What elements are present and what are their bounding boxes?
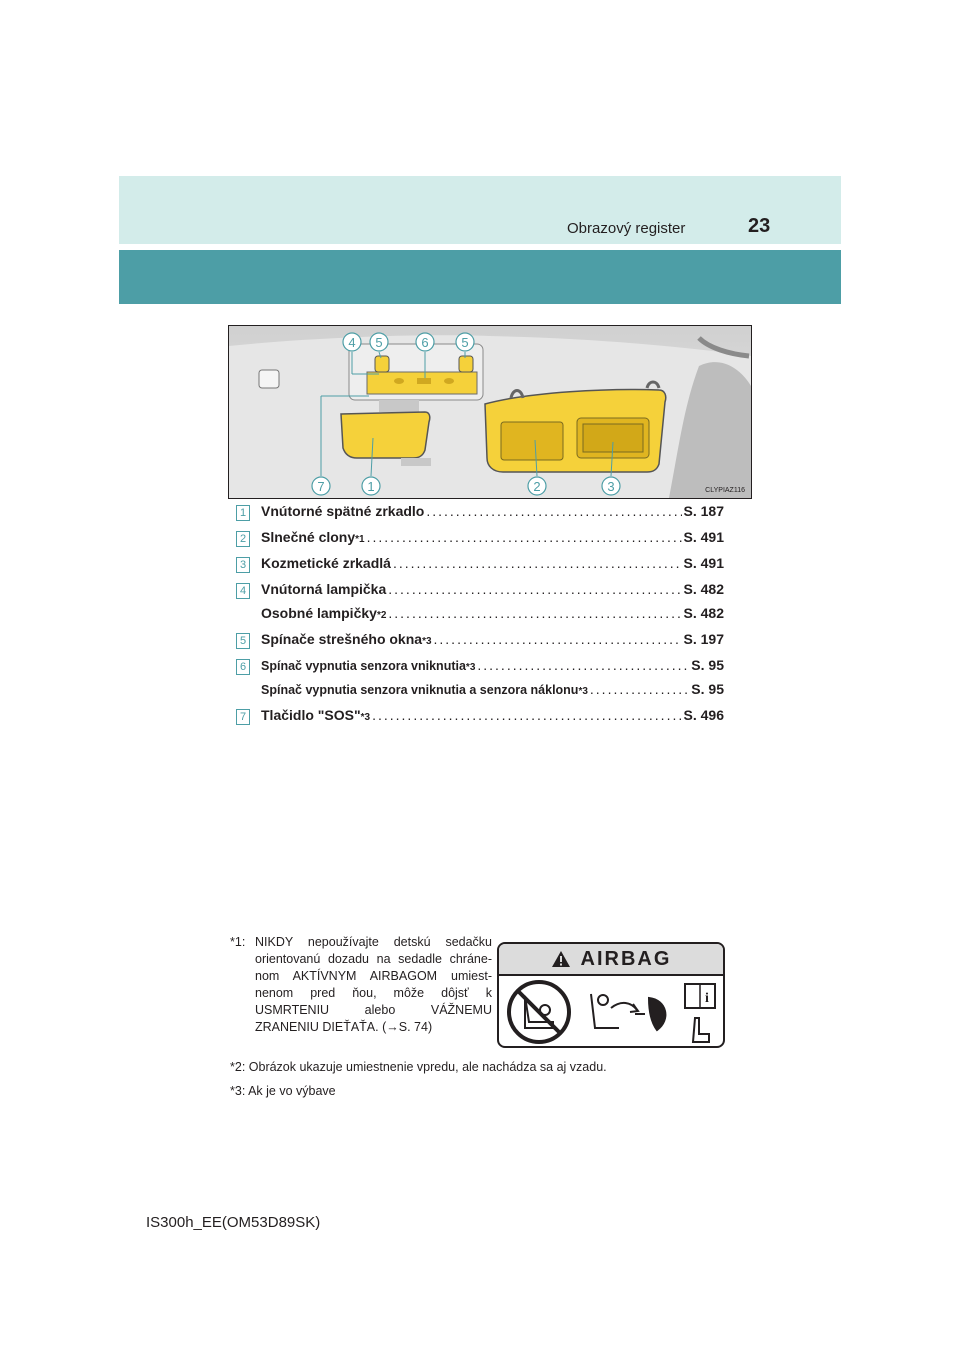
item-label: Vnútorná lampička	[261, 581, 387, 597]
item-page[interactable]: S. 491	[683, 529, 724, 545]
footnote-3	[230, 1084, 336, 1098]
header-band	[119, 176, 841, 244]
list-item: 5 Spínače strešného okna *3 ..... S. 197	[236, 631, 724, 657]
callout-7: 7	[317, 479, 325, 494]
footnote-2-mark: *2:	[230, 1060, 246, 1074]
item-number: 4	[236, 583, 250, 599]
item-number: 1	[236, 505, 250, 521]
item-number: 5	[236, 633, 250, 649]
overhead-console-illustration	[228, 325, 752, 499]
footnote-2	[230, 1060, 607, 1074]
index-list	[236, 503, 724, 733]
item-page[interactable]: S. 496	[683, 707, 724, 723]
figure-code: CLYPIAZ116	[705, 487, 745, 494]
airbag-warning-label	[497, 942, 725, 1048]
warning-triangle-icon	[551, 950, 571, 968]
list-item: Spínač vypnutia senzora vniknutia a senzora náklonu *3 ..... S. 95	[236, 681, 724, 707]
item-page[interactable]: S. 197	[683, 631, 724, 647]
document-code: IS300h_EE(OM53D89SK)	[146, 1214, 321, 1231]
list-item: 7 Tlačidlo "SOS" *3 ..... S. 496	[236, 707, 724, 733]
airbag-pictograms	[499, 976, 723, 1048]
item-label: Vnútorné spätné zrkadlo	[261, 503, 425, 519]
page-number: 23	[748, 215, 771, 237]
list-item	[236, 555, 724, 581]
callout-1: 1	[367, 479, 375, 494]
item-page[interactable]: S. 491	[683, 555, 724, 571]
item-number: 3	[236, 557, 250, 573]
airbag-label-text: AIRBAG	[580, 947, 672, 970]
item-page[interactable]: S. 482	[683, 581, 724, 597]
footnote-3-text: Ak je vo výbave	[245, 1084, 336, 1098]
callout-2: 2	[533, 479, 541, 494]
item-page[interactable]: S. 482	[683, 605, 724, 621]
item-number: 7	[236, 709, 250, 725]
callout-4: 4	[348, 335, 356, 350]
item-page[interactable]: S. 187	[683, 503, 724, 519]
list-item: 6 Spínač vypnutia senzora vniknutia *3 ..... S. 95	[236, 657, 724, 681]
airbag-deploy-icon	[591, 994, 665, 1030]
airbag-label-header	[499, 944, 723, 976]
footnote-3-mark: *3:	[230, 1084, 246, 1098]
interior-drawing	[229, 326, 751, 498]
item-page[interactable]: S. 95	[691, 657, 724, 673]
list-item: Osobné lampičky *2 ..... S. 482	[236, 605, 724, 631]
footnote-2-text: Obrázok ukazuje umiestnenie vpredu, ale nachádza sa aj vzadu.	[245, 1060, 607, 1074]
footnote-1-mark: *1:	[230, 935, 246, 949]
section-title: Obrazový register	[567, 220, 686, 237]
callout-3: 3	[607, 479, 615, 494]
item-label: Osobné lampičky	[261, 605, 377, 621]
list-item: 2 Slnečné clony *1 ..... S. 491	[236, 529, 724, 555]
footnote-1	[230, 934, 492, 1036]
callout-5b: 5	[461, 335, 469, 350]
header-bar	[119, 250, 841, 304]
manual-info-icon	[685, 984, 715, 1042]
item-label: Kozmetické zrkadlá	[261, 555, 391, 571]
item-label: Spínač vypnutia senzora vniknutia	[261, 659, 466, 673]
item-page[interactable]: S. 95	[691, 681, 724, 697]
no-rear-facing-seat-icon	[509, 982, 569, 1042]
item-number: 6	[236, 659, 250, 675]
item-label: Spínač vypnutia senzora vniknutia a senzora náklonu	[261, 683, 579, 697]
list-item	[236, 581, 724, 605]
item-number: 2	[236, 531, 250, 547]
item-label: Tlačidlo "SOS"	[261, 707, 361, 723]
list-item	[236, 503, 724, 529]
footnote-1-text: NIKDY nepoužívajte detskú sedačku orientovanú dozadu na sedadle chráne-nom AKTÍVNYM AIRBAGOM umiest-nenom pred ňou, môže dôjsť k USMRTENIU alebo VÁŽNEMU ZRANENIU DIEŤAŤA. (→S. 74)	[255, 935, 492, 1034]
callout-5a: 5	[375, 335, 383, 350]
item-label: Slnečné clony	[261, 529, 356, 545]
item-label: Spínače strešného okna	[261, 631, 423, 647]
callout-6: 6	[421, 335, 429, 350]
svg-text:i: i	[705, 991, 709, 1006]
